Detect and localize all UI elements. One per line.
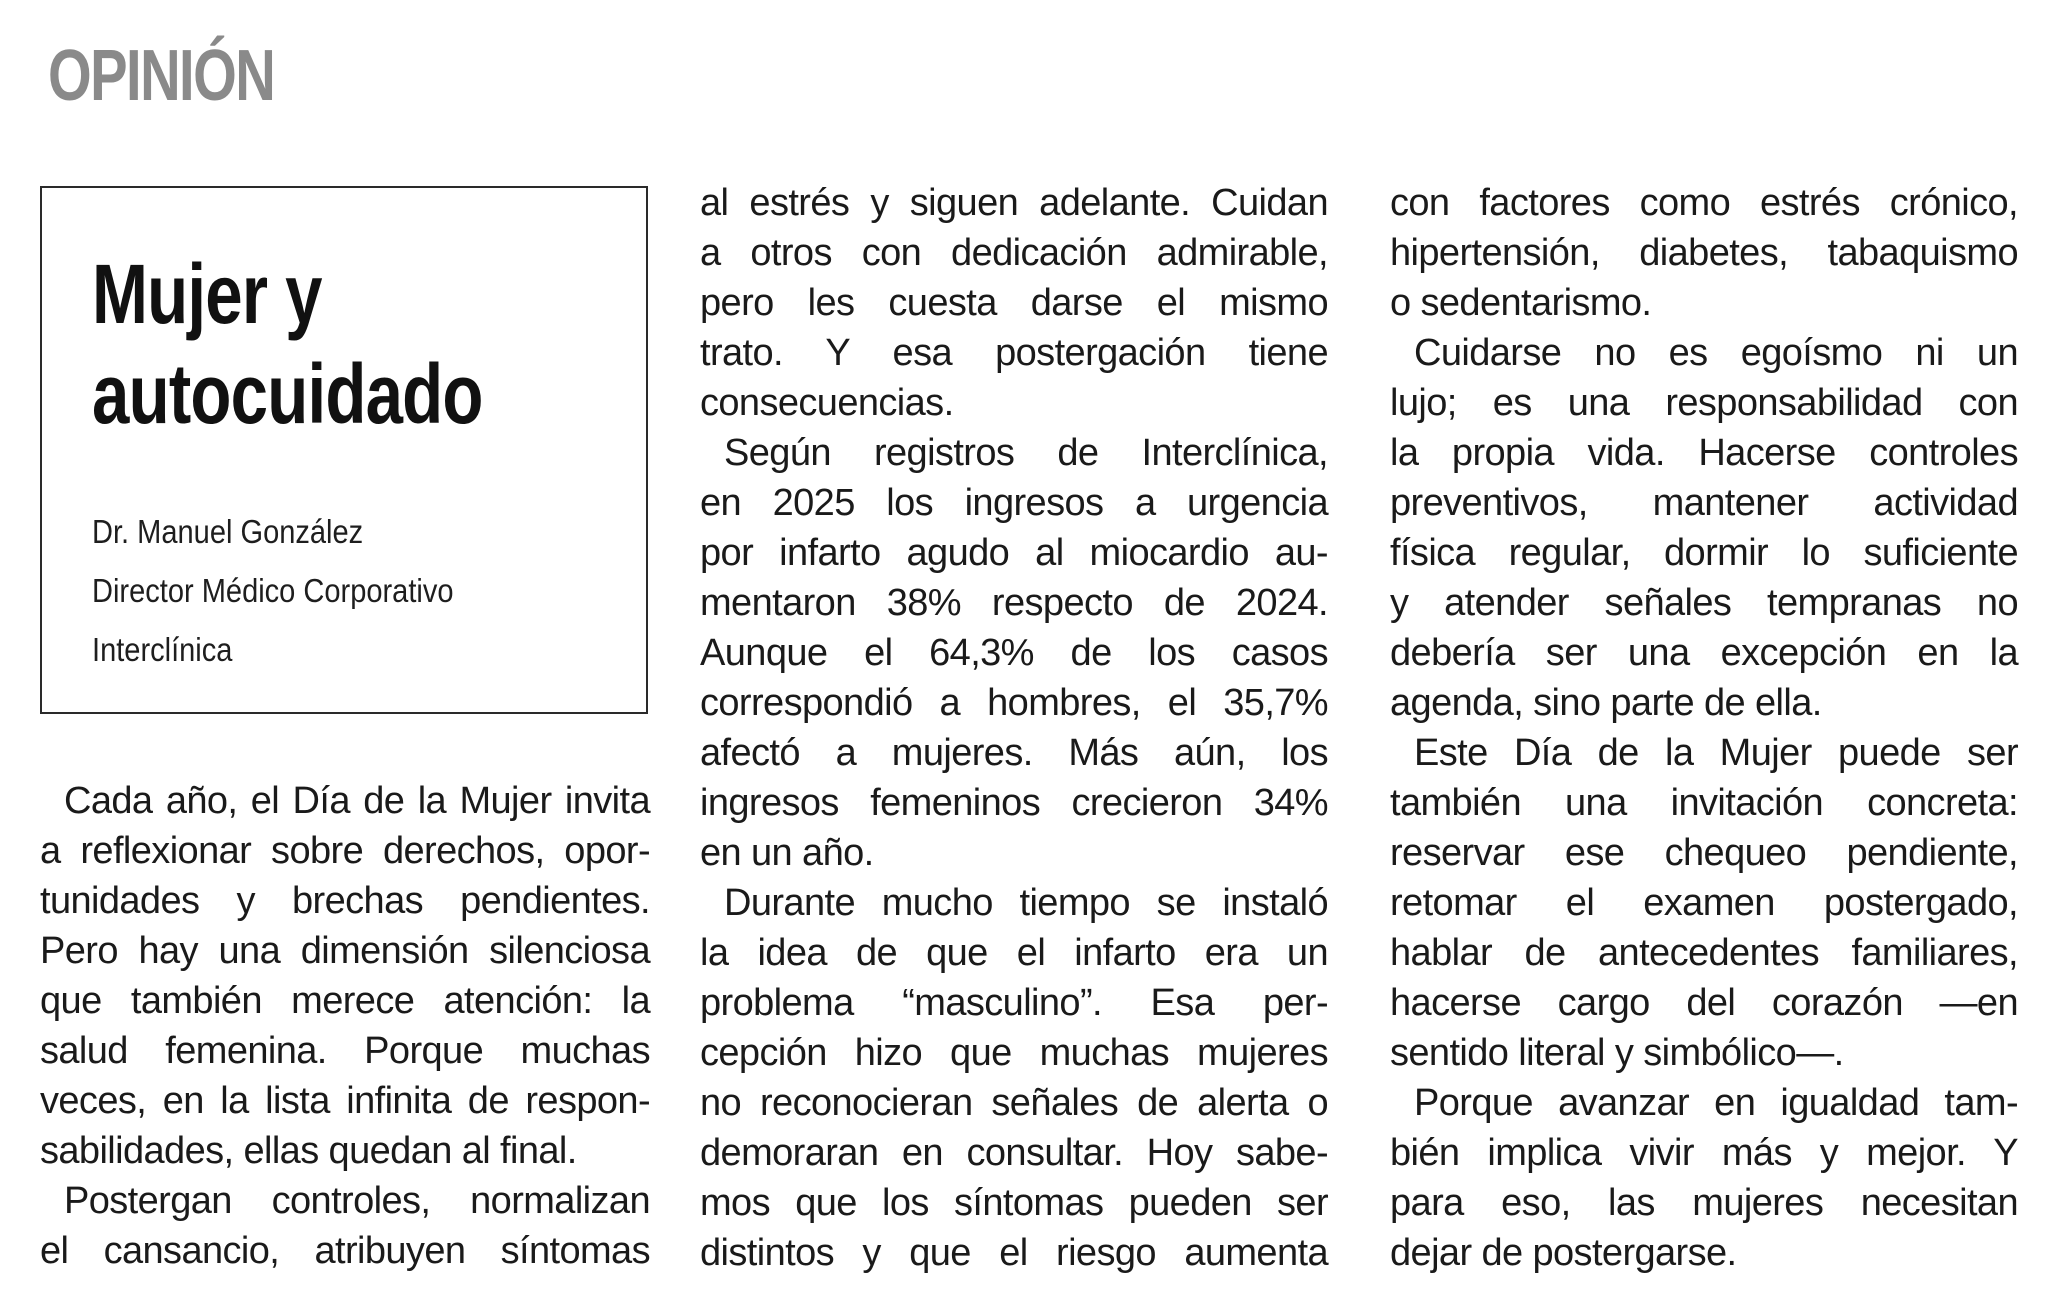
- author-name: Dr. Manuel González: [92, 513, 364, 550]
- article-line: con factores como estrés crónico,: [1390, 182, 2018, 224]
- article-line: cepción hizo que muchas mujeres: [700, 1032, 1328, 1074]
- article-line: que también merece atención: la: [40, 980, 650, 1022]
- article-line: Aunque el 64,3% de los casos: [700, 632, 1328, 674]
- article-line: por infarto agudo al miocardio au-: [700, 532, 1328, 574]
- article-line: afectó a mujeres. Más aún, los: [700, 732, 1328, 774]
- article-line: retomar el examen postergado,: [1390, 882, 2018, 924]
- headline-box: [40, 186, 648, 714]
- article-line: pero les cuesta darse el mismo: [700, 282, 1328, 324]
- article-line: física regular, dormir lo suficiente: [1390, 532, 2018, 574]
- article-line: en un año.: [700, 832, 874, 874]
- section-label: OPINIÓN: [48, 36, 275, 116]
- article-line: lujo; es una responsabilidad con: [1390, 382, 2018, 424]
- article-line: distintos y que el riesgo aumenta: [700, 1232, 1328, 1274]
- article-column-3: [1390, 178, 2018, 1278]
- article-line: demoraran en consultar. Hoy sabe-: [700, 1132, 1328, 1174]
- article-line: Según registros de Interclínica,: [724, 432, 1328, 474]
- article-line: tunidades y brechas pendientes.: [40, 880, 650, 922]
- article-line: Este Día de la Mujer puede ser: [1414, 732, 2018, 774]
- headline-line-2: autocuidado: [92, 347, 483, 441]
- article-line: ingresos femeninos crecieron 34%: [700, 782, 1328, 824]
- article-line: en 2025 los ingresos a urgencia: [700, 482, 1328, 524]
- article-line: veces, en la lista infinita de respon-: [40, 1080, 650, 1122]
- byline: [92, 502, 585, 679]
- article-line: también una invitación concreta:: [1390, 782, 2018, 824]
- article-line: o sedentarismo.: [1390, 282, 1652, 324]
- article-line: correspondió a hombres, el 35,7%: [700, 682, 1328, 724]
- article-line: reservar ese chequeo pendiente,: [1390, 832, 2018, 874]
- article-line: problema “masculino”. Esa per-: [700, 982, 1328, 1024]
- article-line: Pero hay una dimensión silenciosa: [40, 930, 650, 972]
- headline-line-1: Mujer y: [92, 247, 322, 341]
- article-line: hacerse cargo del corazón —en: [1390, 982, 2018, 1024]
- article-line: dejar de postergarse.: [1390, 1232, 1737, 1274]
- article-line: la propia vida. Hacerse controles: [1390, 432, 2018, 474]
- article-line: a reflexionar sobre derechos, opor-: [40, 830, 650, 872]
- article-line: agenda, sino parte de ella.: [1390, 682, 1822, 724]
- article-line: el cansancio, atribuyen síntomas: [40, 1230, 650, 1272]
- article-line: bién implica vivir más y mejor. Y: [1390, 1132, 2018, 1174]
- article-line: Cada año, el Día de la Mujer invita: [64, 780, 650, 822]
- article-line: hipertensión, diabetes, tabaquismo: [1390, 232, 2018, 274]
- article-column-2: [700, 178, 1328, 1278]
- author-role: Director Médico Corporativo: [92, 572, 454, 609]
- article-line: a otros con dedicación admirable,: [700, 232, 1328, 274]
- article-line: sentido literal y simbólico—.: [1390, 1032, 1844, 1074]
- article-line: sabilidades, ellas quedan al final.: [40, 1130, 577, 1172]
- author-organization: Interclínica: [92, 631, 233, 668]
- article-line: al estrés y siguen adelante. Cuidan: [700, 182, 1328, 224]
- article-line: hablar de antecedentes familiares,: [1390, 932, 2018, 974]
- article-line: mentaron 38% respecto de 2024.: [700, 582, 1328, 624]
- article-line: para eso, las mujeres necesitan: [1390, 1182, 2018, 1224]
- article-line: la idea de que el infarto era un: [700, 932, 1328, 974]
- headline: [92, 244, 604, 444]
- article-line: Postergan controles, normalizan: [64, 1180, 650, 1222]
- article-line: Cuidarse no es egoísmo ni un: [1414, 332, 2018, 374]
- article-line: no reconocieran señales de alerta o: [700, 1082, 1328, 1124]
- article-line: salud femenina. Porque muchas: [40, 1030, 650, 1072]
- article-line: trato. Y esa postergación tiene: [700, 332, 1328, 374]
- article-line: y atender señales tempranas no: [1390, 582, 2018, 624]
- article-line: Durante mucho tiempo se instaló: [724, 882, 1328, 924]
- article-line: consecuencias.: [700, 382, 954, 424]
- article-column-1: [40, 776, 650, 1276]
- article-line: debería ser una excepción en la: [1390, 632, 2018, 674]
- article-line: mos que los síntomas pueden ser: [700, 1182, 1328, 1224]
- article-line: Porque avanzar en igualdad tam-: [1414, 1082, 2018, 1124]
- article-line: preventivos, mantener actividad: [1390, 482, 2018, 524]
